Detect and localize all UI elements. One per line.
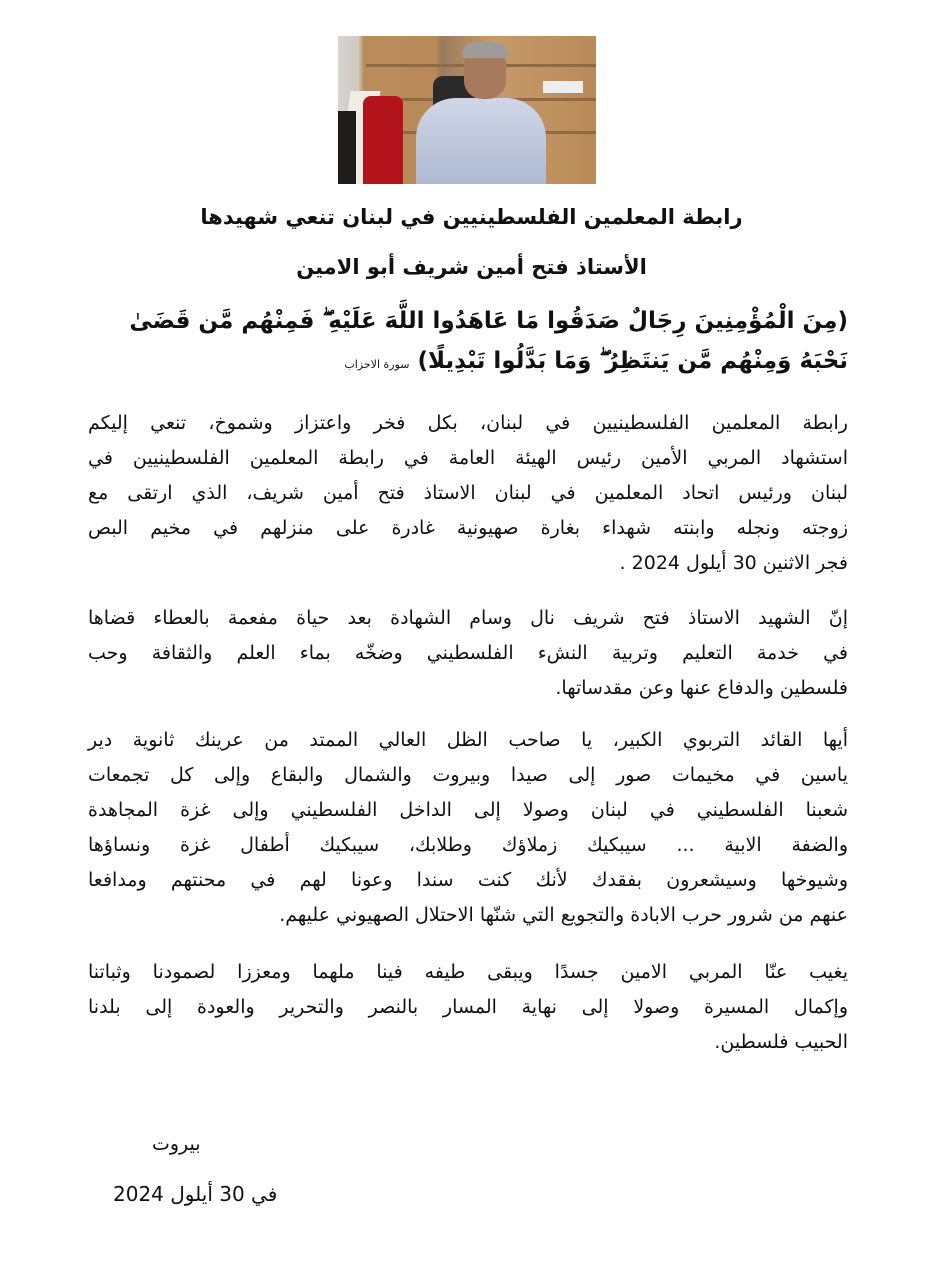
paper-stack bbox=[543, 81, 583, 93]
paragraph-line: فلسطين والدفاع عنها وعن مقدساتها. bbox=[555, 677, 848, 699]
paragraph-line: في خدمة التعليم وتربية النشء الفلسطيني وضخّه بماء العلم والثقافة وحب bbox=[88, 642, 848, 664]
paragraph-line: والضفة الابية ... سيبكيك زملاؤك وطلابك، سيبكيك أطفال غزة ونساؤها bbox=[88, 834, 848, 856]
paragraph-line: عنهم من شرور حرب الابادة والتجويع التي شنّها الاحتلال الصهيوني عليهم. bbox=[279, 904, 848, 926]
quran-verse-line-2 bbox=[344, 348, 848, 374]
paragraph-line: أيها القائد التربوي الكبير، يا صاحب الظل العالي الممتد من عرينك ثانوية دير bbox=[88, 729, 848, 751]
verse-text: (مِنَ الْمُؤْمِنِينَ رِجَالٌ صَدَقُوا مَا عَاهَدُوا اللَّهَ عَلَيْهِ ۖ فَمِنْهُم مَّن قَضَىٰ bbox=[129, 308, 848, 334]
paragraph-line: يغيب عنّا المربي الامين جسدًا ويبقى طيفه فينا ملهما ومعززا لصمودنا وثباتنا bbox=[88, 961, 848, 983]
paragraph-line: لبنان ورئيس اتحاد المعلمين في لبنان الاستاذ فتح أمين شريف، الذي ارتقى مع bbox=[88, 482, 848, 504]
signature-place: بيروت bbox=[152, 1133, 201, 1155]
quran-verse-line-1 bbox=[129, 308, 848, 334]
portrait-photo bbox=[338, 36, 596, 184]
flag bbox=[363, 96, 403, 184]
paragraph-line: وشيوخها وسيشعرون بفقدك لأنك كنت سندا وعونا لهم في محنتهم ومدافعا bbox=[88, 869, 848, 891]
paragraph-line: فجر الاثنين 30 أيلول 2024 . bbox=[619, 552, 848, 574]
paragraph-address bbox=[88, 723, 848, 933]
paragraph-tribute bbox=[88, 601, 848, 706]
paragraph-line: زوجته ونجله وابنته شهداء بغارة صهيونية غادرة على منزلهم في مخيم البص bbox=[88, 517, 848, 539]
title-line-1: رابطة المعلمين الفلسطينيين في لبنان تنعي شهيدها bbox=[200, 205, 743, 229]
paragraph-closing bbox=[88, 955, 848, 1060]
person-hair bbox=[462, 42, 508, 58]
verse-text: نَحْبَهُ وَمِنْهُم مَّن يَنتَظِرُ ۖ وَمَا بَدَّلُوا تَبْدِيلًا) bbox=[417, 348, 848, 374]
paragraph-line: إنّ الشهيد الاستاذ فتح شريف نال وسام الشهادة بعد حياة مفعمة بالعطاء قضاها bbox=[88, 607, 848, 629]
paragraph-line: شعبنا الفلسطيني في لبنان وصولا إلى الداخل الفلسطيني وإلى غزة المجاهدة bbox=[88, 799, 848, 821]
paragraph-line: وإكمال المسيرة وصولا إلى نهاية المسار بالنصر والتحرير والعودة إلى بلدنا bbox=[88, 996, 848, 1018]
paragraph-line: رابطة المعلمين الفلسطينيين في لبنان، بكل فخر واعتزاز وشموخ، تنعي إليكم bbox=[88, 412, 848, 434]
title-line-2: الأستاذ فتح أمين شريف أبو الامين bbox=[296, 255, 647, 279]
paragraph-line: ياسين في مخيمات صور إلى صيدا وبيروت والشمال والبقاع وإلى كل تجمعات bbox=[88, 764, 848, 786]
paragraph-line: الحبيب فلسطين. bbox=[714, 1031, 848, 1053]
flag bbox=[338, 111, 356, 184]
signature-date: في 30 أيلول 2024 bbox=[113, 1182, 278, 1206]
person-shirt bbox=[416, 98, 546, 184]
paragraph-announcement bbox=[88, 406, 848, 581]
paragraph-line: استشهاد المربي الأمين رئيس الهيئة العامة في رابطة المعلمين الفلسطينيين في bbox=[88, 447, 848, 469]
surah-name: سورة الاحزاب bbox=[344, 358, 410, 371]
